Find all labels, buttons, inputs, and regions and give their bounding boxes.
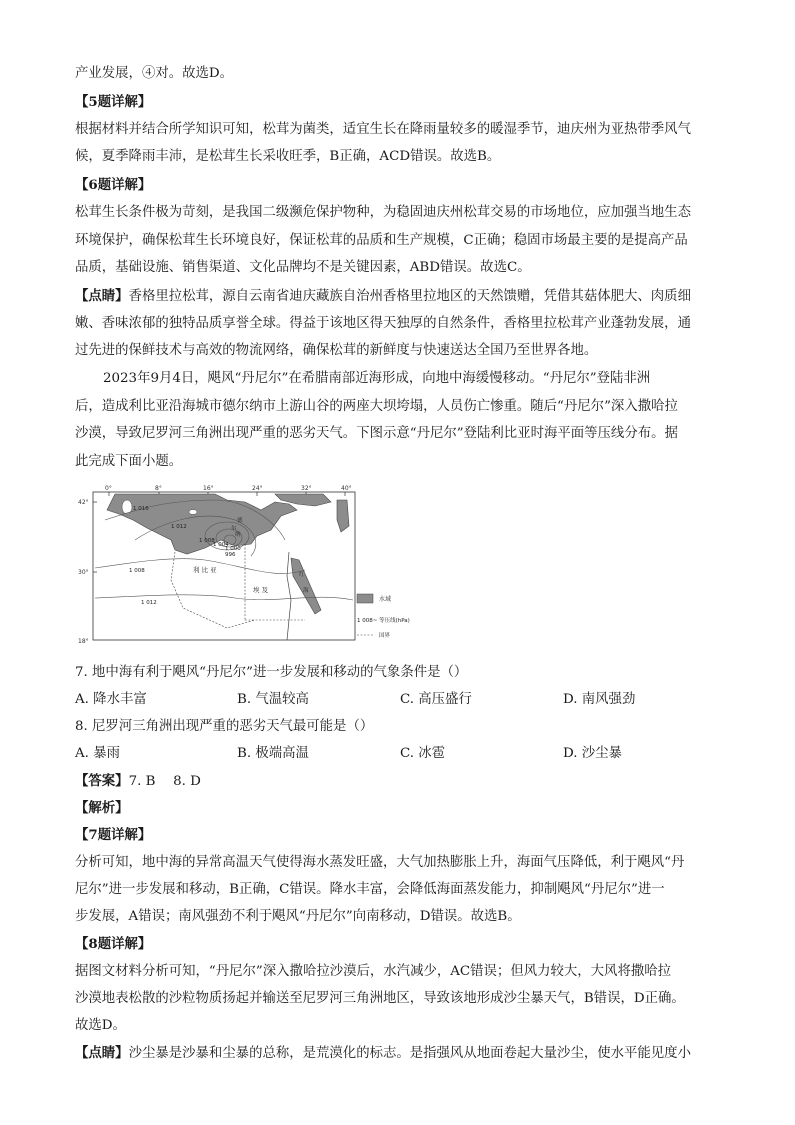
lat-tick-label: 30° (78, 569, 89, 576)
material-line: 沙漠，导致尼罗河三角洲出现严重的恶劣天气。下图示意“丹尼尔”登陆利比亚时海平面等压线分布。据 (75, 426, 678, 441)
isobar-label: 1 000 (225, 546, 241, 552)
text-line: 步发展，A错误；南风强劲不利于飓风“丹尼尔”向南移动，D错误。故选B。 (75, 909, 521, 924)
isobar-label: 1 008 (199, 538, 215, 544)
place-label: 德 (237, 518, 243, 524)
note-text: 沙尘暴是沙暴和尘暴的总称，是荒漠化的标志。是指强风从地面卷起大量沙尘，使水平能见度小 (128, 1046, 691, 1061)
isobar-label: 1 008 (129, 568, 145, 574)
isobar-label: 1 012 (171, 524, 187, 530)
q8-option-c: C. 冰雹 (400, 746, 446, 761)
text-line: 品质，基础设施、销售渠道、文化品牌均不是关键因素，ABD错误。故选C。 (75, 260, 531, 275)
text-line: 尼尔”进一步发展和移动，B正确，C错误。降水丰富，会降低海面蒸发能力，抑制飓风“丹尼尔”进一 (75, 882, 665, 897)
note-text: 香格里拉松茸，源自云南省迪庆藏族自治州香格里拉地区的天然馈赠，凭借其菇体肥大、肉质细 (128, 289, 691, 304)
answer-line (75, 771, 725, 792)
section-heading-6: 【6题详解】 (75, 177, 152, 193)
text-line: 分析可知，地中海的异常高温天气使得海水蒸发旺盛，大气加热膨胀上升，海面气压降低，利于飓风“丹 (75, 855, 685, 870)
lon-tick-label: 16° (203, 485, 214, 492)
legend-water-swatch (357, 594, 373, 603)
place-label: 纳 (235, 532, 241, 538)
section-heading-5: 【5题详解】 (75, 94, 152, 110)
isobar-label: 996 (225, 552, 236, 558)
place-label: 利 比 亚 (193, 566, 217, 574)
note-label: 【点睛】 (75, 288, 129, 304)
lat-tick-label: 18° (78, 638, 89, 645)
legend-label: 水域 (379, 596, 392, 603)
place-label: 红 (299, 572, 305, 578)
q7-option-c: C. 高压盛行 (400, 692, 472, 707)
lat-tick-label: 42° (78, 499, 89, 506)
answer-text: 7. B 8. D (128, 774, 201, 789)
text-line: 产业发展，④对。故选D。 (75, 66, 234, 81)
island (189, 510, 197, 515)
place-label: 尔 (231, 526, 237, 532)
lon-tick-label: 32° (301, 485, 312, 492)
section-heading-8: 【8题详解】 (75, 936, 152, 952)
question-7: 7. 地中海有利于飓风“丹尼尔”进一步发展和移动的气象条件是（） (75, 665, 468, 680)
text-line: 嫩、香味浓郁的独特品质享誉全球。得益于该地区得天独厚的自然条件，香格里拉松茸产业蓬勃发展，通 (75, 316, 691, 331)
material-line: 后，造成利比亚沿海城市德尔纳市上游山谷的两座大坝垮塌，人员伤亡惨重。随后“丹尼尔”深入撒哈拉 (75, 399, 678, 414)
section-heading-7: 【7题详解】 (75, 827, 152, 843)
isobar-label: 1 016 (133, 506, 149, 512)
text-line: 故选D。 (75, 1018, 126, 1033)
legend-label: 1 008~ 等压线(hPa) (357, 618, 410, 624)
lon-tick-label: 0° (105, 485, 112, 492)
text-line: 根据材料并结合所学知识可知，松茸为菌类，适宜生长在降雨量较多的暖湿季节，迪庆州为亚热带季风气 (75, 122, 691, 137)
answer-label: 【答案】 (75, 773, 129, 789)
material-line: 此完成下面小题。 (75, 454, 183, 469)
text-line: 松茸生长条件极为苛刻，是我国二级濒危保护物种，为稳固迪庆州松茸交易的市场地位，应加强当地生态 (75, 205, 691, 220)
text-line: 沙漠地表松散的沙粒物质扬起并输送至尼罗河三角洲地区，导致该地形成沙尘暴天气，B错误，D正确。 (75, 991, 685, 1006)
q8-option-d: D. 沙尘暴 (563, 746, 622, 761)
q8-option-b: B. 极端高温 (237, 746, 309, 761)
legend-label: 国界 (379, 633, 391, 639)
note-paragraph (75, 286, 725, 307)
place-label: 海 (303, 588, 309, 594)
note-label: 【点睛】 (75, 1045, 129, 1061)
isobar-map-figure (75, 480, 410, 645)
isobar-label: 1 012 (141, 600, 157, 606)
q7-option-b: B. 气温较高 (237, 692, 309, 707)
analysis-heading: 【解析】 (75, 800, 129, 816)
lon-tick-label: 40° (341, 485, 352, 492)
text-line: 候，夏季降雨丰沛，是松茸生长采收旺季，B正确，ACD错误。故选B。 (75, 149, 501, 164)
text-line: 据图文材料分析可知，“丹尼尔”深入撒哈拉沙漠后，水汽减少，AC错误；但风力较大，大风将撒哈拉 (75, 964, 672, 979)
place-label: 埃 及 (253, 586, 269, 594)
text-line: 过先进的保鲜技术与高效的物流网络，确保松茸的新鲜度与快速送达全国乃至世界各地。 (75, 343, 598, 358)
q8-option-a: A. 暴雨 (75, 746, 120, 761)
q7-option-d: D. 南风强劲 (563, 692, 636, 707)
lon-tick-label: 8° (155, 485, 162, 492)
text-line: 环境保护，确保松茸生长环境良好，保证松茸的品质和生产规模，C正确；稳固市场最主要的是提高产品 (75, 233, 688, 248)
lon-tick-label: 24° (252, 485, 263, 492)
q7-option-a: A. 降水丰富 (75, 692, 147, 707)
isobar-label: 1 004 (213, 542, 229, 548)
question-8: 8. 尼罗河三角洲出现严重的恶劣天气最可能是（） (75, 719, 374, 734)
note-paragraph (75, 1043, 725, 1064)
material-line: 2023年9月4日，飓风“丹尼尔”在希腊南部近海形成，向地中海缓慢移动。“丹尼尔”登陆非洲 (103, 371, 651, 386)
